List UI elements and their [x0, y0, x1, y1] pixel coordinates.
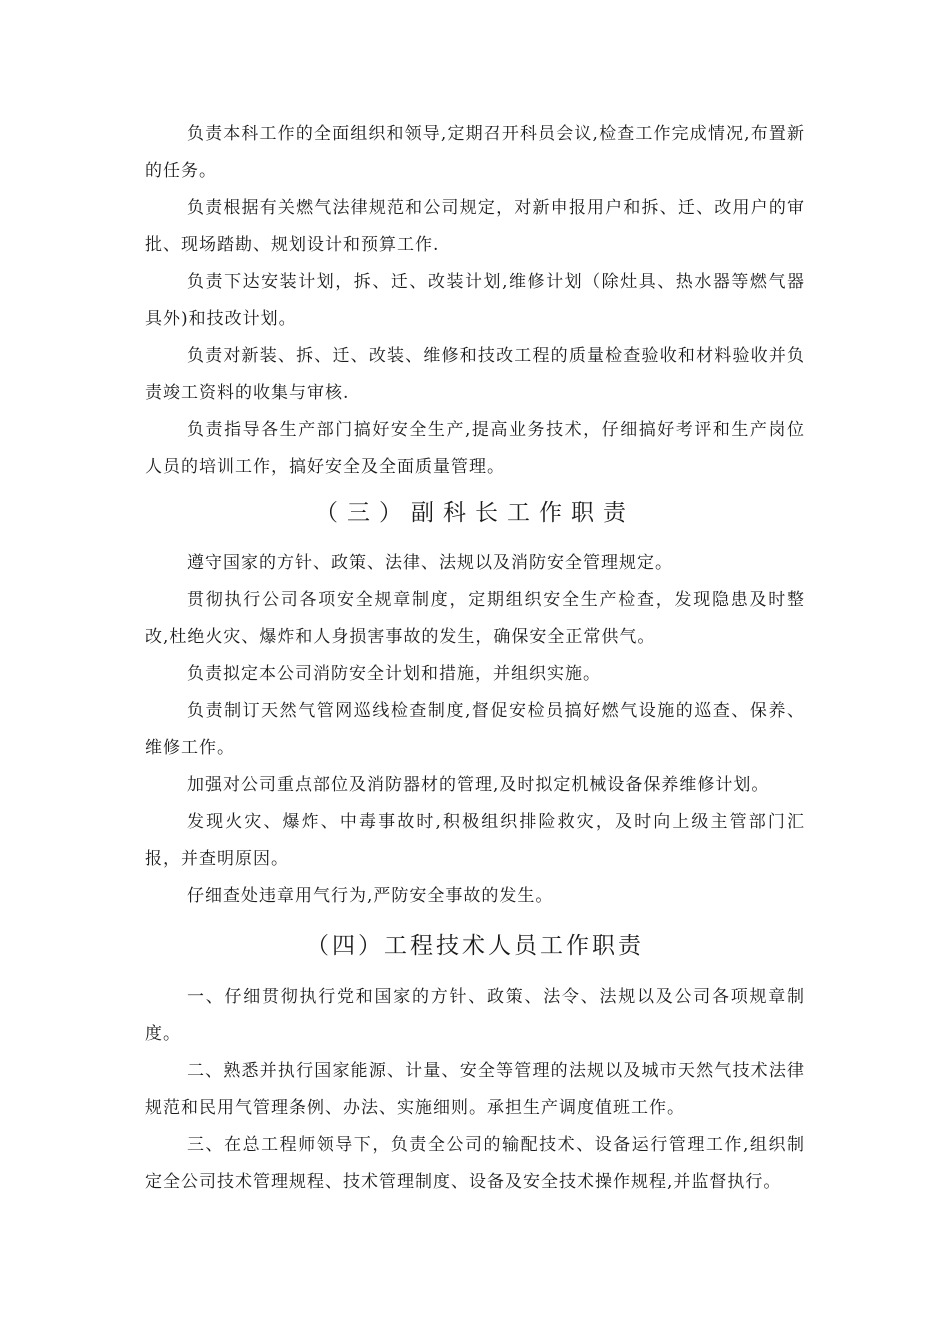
paragraph: 发现火灾、爆炸、中毒事故时,积极组织排险救灾，及时向上级主管部门汇报，并查明原因。	[145, 812, 805, 869]
section-heading: （三）副科长工作职责	[315, 500, 635, 526]
paragraph: 贯彻执行公司各项安全规章制度，定期组织安全生产检查，发现隐患及时整改,杜绝火灾、爆炸和人身损害事故的发生，确保安全正常供气。	[145, 590, 805, 647]
section-deputy-chief-duties	[145, 498, 805, 915]
section-engineer-duties	[145, 931, 805, 1201]
paragraph: 一、仔细贯彻执行党和国家的方针、政策、法令、法规以及公司各项规章制度。	[145, 987, 805, 1044]
paragraph: 负责下达安装计划，拆、迁、改装计划,维修计划（除灶具、热水器等燃气器具外)和技改计划。	[145, 272, 805, 329]
paragraph: 加强对公司重点部位及消防器材的管理,及时拟定机械设备保养维修计划。	[187, 775, 770, 795]
document-page	[145, 116, 805, 1201]
paragraph: 负责根据有关燃气法律规范和公司规定，对新申报用户和拆、迁、改用户的审批、现场踏勘、规划设计和预算工作.	[145, 198, 805, 255]
paragraph: 三、在总工程师领导下，负责全公司的输配技术、设备运行管理工作,组织制定全公司技术管理规程、技术管理制度、设备及安全技术操作规程,并监督执行。	[145, 1135, 805, 1192]
paragraph: 仔细查处违章用气行为,严防安全事故的发生。	[187, 886, 554, 906]
paragraph: 遵守国家的方针、政策、法律、法规以及消防安全管理规定。	[187, 553, 673, 573]
paragraph: 负责对新装、拆、迁、改装、维修和技改工程的质量检查验收和材料验收并负责竣工资料的收集与审核.	[145, 346, 805, 403]
paragraph: 负责制订天然气管网巡线检查制度,督促安检员搞好燃气设施的巡查、保养、维修工作。	[145, 701, 805, 758]
paragraph: 负责拟定本公司消防安全计划和措施，并组织实施。	[187, 664, 601, 684]
section-intro	[145, 116, 805, 486]
paragraph: 负责本科工作的全面组织和领导,定期召开科员会议,检查工作完成情况,布置新的任务。	[145, 124, 805, 181]
paragraph: 二、熟悉并执行国家能源、计量、安全等管理的法规以及城市天然气技术法律规范和民用气管理条例、办法、实施细则。承担生产调度值班工作。	[145, 1061, 805, 1118]
section-heading: （四）工程技术人员工作职责	[306, 933, 644, 959]
paragraph: 负责指导各生产部门搞好安全生产,提高业务技术，仔细搞好考评和生产岗位人员的培训工作，搞好安全及全面质量管理。	[145, 420, 805, 477]
